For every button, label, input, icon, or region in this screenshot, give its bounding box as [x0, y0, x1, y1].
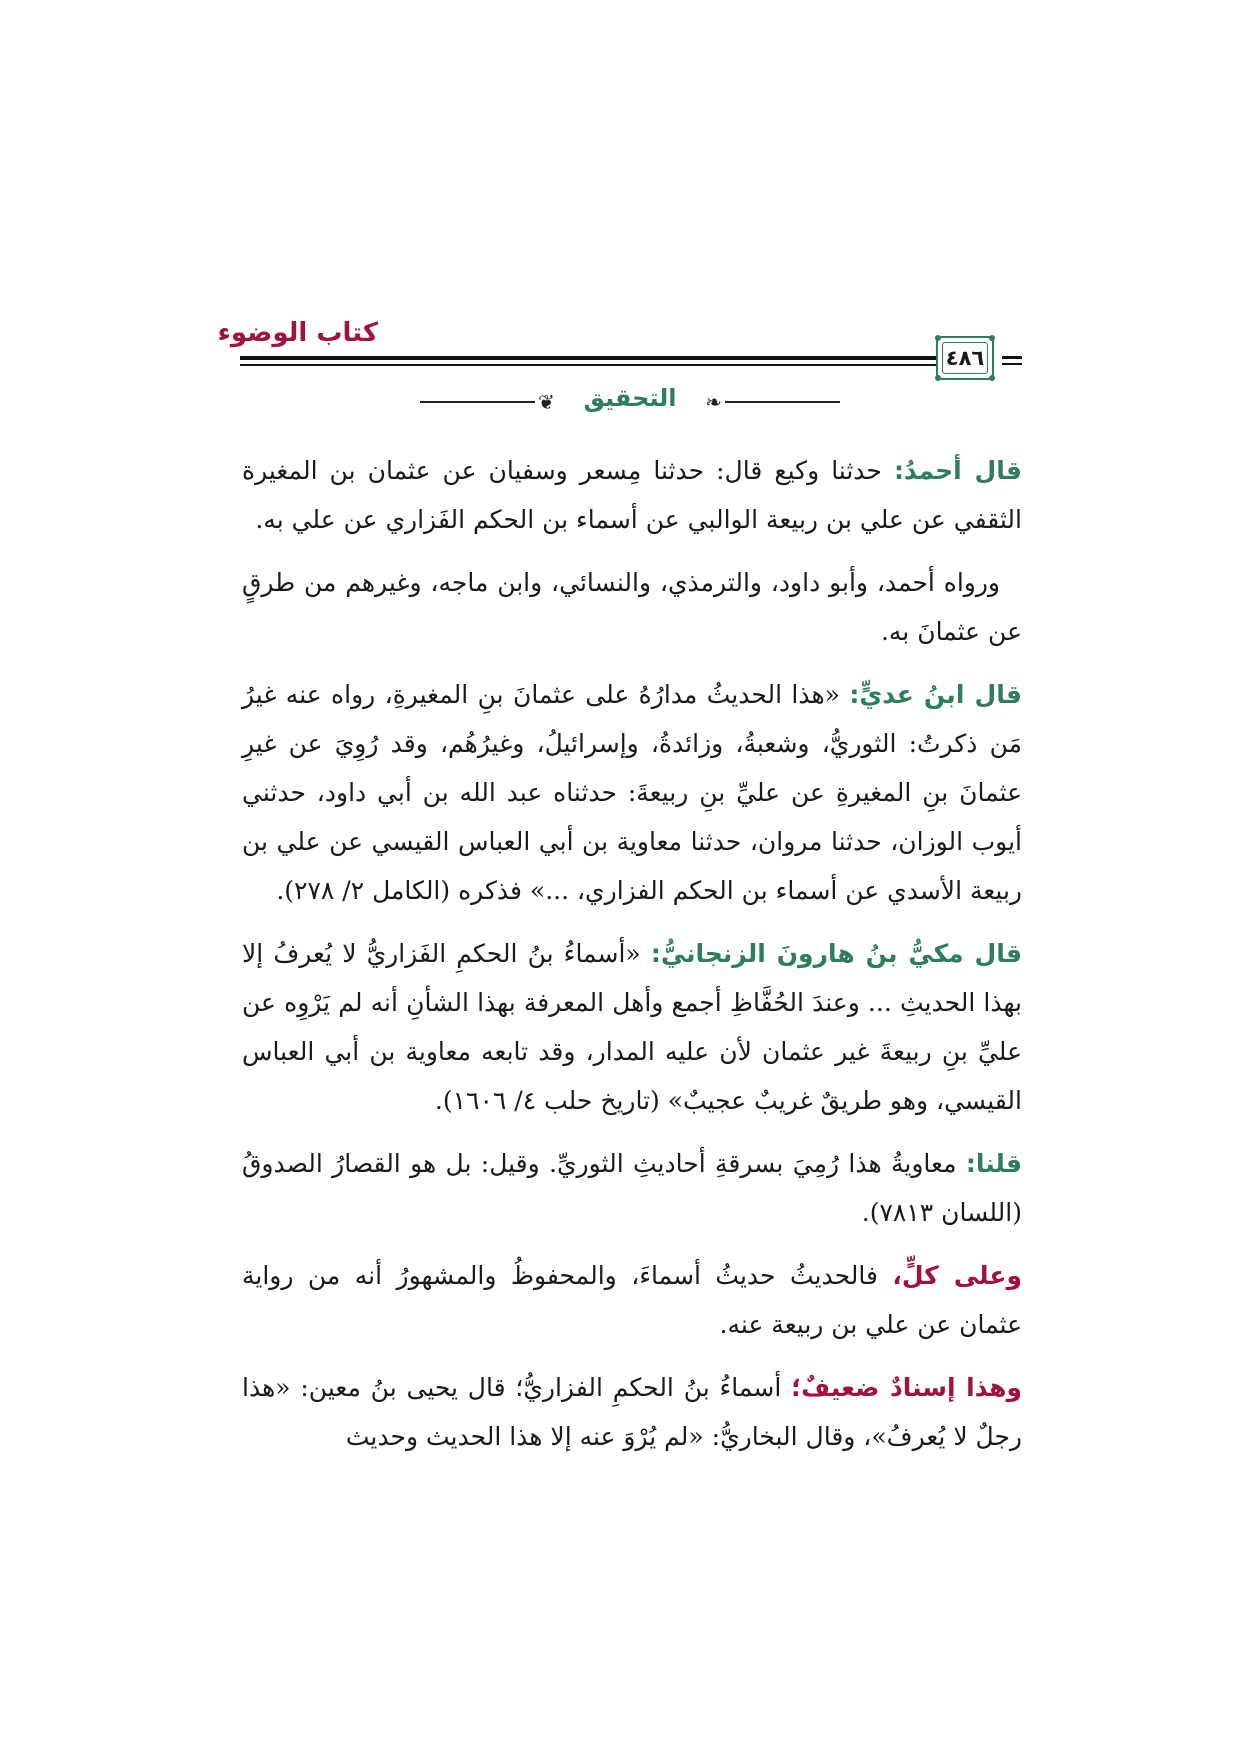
- paragraph: [242, 1363, 1022, 1461]
- paragraph-lead: قال أحمدُ:: [893, 456, 1022, 485]
- section-heading: [420, 384, 840, 420]
- paragraph: [242, 558, 1022, 656]
- paragraph-text: «أسماءُ بنُ الحكمِ الفَزاريُّ لا يُعرفُ إلا بهذا الحديثِ ... وعندَ الحُفَّاظِ أجمع وأهل المعرفة بهذا الشأنِ أنه لم يَرْوِه عن عليِّ بنِ ربيعةَ غير عثمان لأن عليه المدار، وقد تابعه معاوية بن أبي العباس القيسي، وهو طريقٌ غريبٌ عجيبٌ» (تاريخ حلب ٤/ ١٦٠٦).: [242, 939, 1022, 1115]
- paragraph-text: «هذا الحديثُ مدارُهُ على عثمانَ بنِ المغيرةِ، رواه عنه غيرُ مَن ذكرتُ: الثوريُّ، وشعبةُ، وزائدةُ، وإسرائيلُ، وغيرُهُم، وقد رُوِيَ عن غيرِ عثمانَ بنِ المغيرةِ عن عليِّ بنِ ربيعةَ: حدثناه عبد الله بن أبي داود، حدثني أيوب الوزان، حدثنا مروان، حدثنا معاوية بن أبي العباس القيسي عن علي بن ربيعة الأسدي عن أسماء بن الحكم الفزاري، ...» فذكره (الكامل ٢/ ٢٧٨).: [242, 680, 1022, 905]
- badge-corner-ornament: [989, 335, 995, 341]
- paragraph: [242, 670, 1022, 915]
- paragraph-lead: قلنا:: [965, 1149, 1022, 1178]
- badge-corner-ornament: [935, 335, 941, 341]
- paragraph-lead: قال ابنُ عديٍّ:: [849, 680, 1022, 709]
- paragraph-text: حدثنا وكيع قال: حدثنا مِسعر وسفيان عن عثمان بن المغيرة الثقفي عن علي بن ربيعة الوالبي عن أسماء بن الحكم الفَزاري عن علي به.: [242, 456, 1022, 534]
- body-text: [242, 446, 1022, 1475]
- page-number: ٤٨٦: [942, 342, 988, 374]
- header-rule-thin: [240, 364, 968, 366]
- paragraph-lead: قال مكيُّ بنُ هارونَ الزنجانيُّ:: [650, 939, 1022, 968]
- book-title: كتاب الوضوء: [217, 318, 378, 348]
- badge-corner-ornament: [989, 375, 995, 381]
- section-line-right: [725, 401, 840, 403]
- badge-corner-ornament: [935, 375, 941, 381]
- paragraph-text: فالحديثُ حديثُ أسماءَ، والمحفوظُ والمشهورُ أنه من رواية عثمان عن علي بن ربيعة عنه.: [242, 1261, 1022, 1339]
- header-rule-right-thick: [1002, 356, 1022, 359]
- floral-ornament-icon: ❦: [538, 390, 555, 414]
- paragraph: [242, 446, 1022, 544]
- section-title: التحقيق: [583, 384, 677, 412]
- paragraph-text: معاويةُ هذا رُمِيَ بسرقةِ أحاديثِ الثوريِّ. وقيل: بل هو القصارُ الصدوقُ (اللسان ٧٨١٣).: [242, 1149, 1022, 1227]
- paragraph-text: أسماءُ بنُ الحكمِ الفزاريُّ؛ قال يحيى بنُ معين: «هذا رجلٌ لا يُعرفُ»، وقال البخاريُّ: «لم يُرْوَ عنه إلا هذا الحديث وحديث: [242, 1373, 1022, 1451]
- paragraph-lead: وهذا إسنادٌ ضعيفٌ؛: [791, 1373, 1022, 1402]
- paragraph: [242, 1139, 1022, 1237]
- header-rule-thick: [240, 356, 968, 360]
- paragraph-lead: وعلى كلٍّ،: [892, 1261, 1023, 1290]
- header-rule-right-thin: [1002, 363, 1022, 365]
- page-number-badge: [936, 336, 994, 380]
- paragraph: [242, 929, 1022, 1125]
- paragraph-text: ورواه أحمد، وأبو داود، والترمذي، والنسائي، وابن ماجه، وغيرهم من طرقٍ عن عثمانَ به.: [242, 568, 1022, 646]
- paragraph: [242, 1251, 1022, 1349]
- floral-ornament-icon: ❧: [705, 390, 722, 414]
